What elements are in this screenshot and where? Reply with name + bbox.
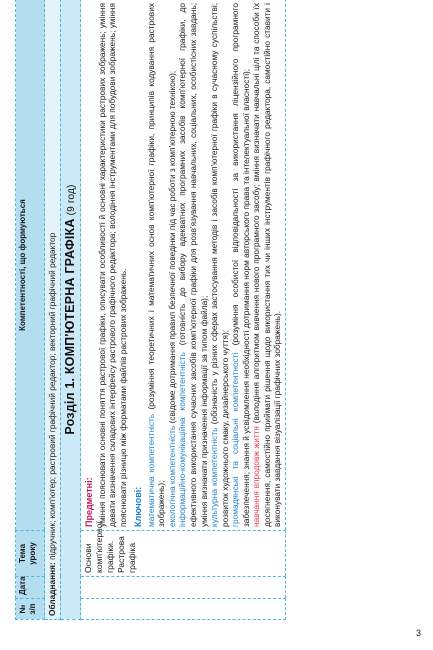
lesson-row — [81, 0, 285, 620]
equipment-row — [45, 0, 61, 620]
key-competence-name: математична компетентність — [145, 413, 156, 527]
lesson-topic-cell: Основи комп'ютерної графіки. Растрова графіка — [81, 531, 285, 577]
key-competence-name: культурна компетентність — [209, 427, 220, 527]
equipment-cell — [45, 0, 61, 620]
key-competence-item — [209, 3, 230, 527]
key-competence-description: (володіння алгоритмом вивчення нового програмного засобу; вміння визначати навчальні цілі та способи їх досягнення, самостійно приймати рішення щодо використання тих чи інших інструментів графічного редактора, самостійно ставити і виконувати завдання візуалізації графічних зображень). — [251, 2, 283, 527]
lesson-number-cell — [81, 599, 285, 620]
key-competence-description: (свідоме дотримання правил безпечної поведінки під час роботи з комп'ютерною технікою); — [166, 70, 177, 426]
key-competence-item — [146, 3, 167, 527]
key-competence-name: інформаційно-комунікаційна компетентність — [177, 352, 188, 527]
lesson-date-cell — [81, 577, 285, 599]
header-row — [16, 0, 45, 620]
rotated-page — [15, 0, 420, 620]
key-competence-item — [230, 3, 251, 527]
key-competences-heading: Ключові: — [133, 486, 144, 527]
section-title-cell — [60, 0, 81, 620]
page-number: 3 — [416, 628, 422, 638]
key-competence-item — [177, 3, 209, 527]
lesson-plan-table — [15, 0, 286, 620]
header-topic: Тема уроку — [16, 531, 45, 577]
header-number: № з/п — [16, 599, 45, 620]
key-competence-name: навчання впродовж життя — [251, 426, 262, 527]
key-competence-description: (розуміння особистої відповідальності за використання ліцензійного програмного забезпечення; знання й усвідомлення необхідності дотримання норм авторського права та інтелектуальної власності); — [230, 3, 251, 527]
key-competence-description: (обізнаність у різних сферах застосування методів і засобів комп'ютерної графіки в сучасному суспільстві; розвиток художнього смаку, дизайнерського чуття); — [209, 3, 230, 527]
key-competences-list — [146, 3, 283, 527]
header-competences: Компетентності, що формуються — [16, 0, 45, 531]
key-competence-name: екологічна компетентність — [166, 425, 177, 527]
key-competence-name: громадянські та соціальні компетентності — [230, 352, 241, 527]
header-date: Дата — [16, 577, 45, 599]
key-competence-description: (готовність до вибору адекватних програмних засобів комп'ютерної графіки, до ефективного використання сучасних засобів комп'ютерної графіки для розв'язування навчальних, соціальних, особистісних завдань; уміння визначати призначення інформації за типом файла); — [177, 3, 209, 527]
key-competence-item — [251, 3, 283, 527]
section-hours: (9 год) — [65, 184, 77, 219]
equipment-label: Обладнання: — [47, 562, 57, 616]
section-title: Розділ 1. КОМП'ЮТЕРНА ГРАФІКА — [62, 218, 77, 435]
key-competence-description: (розуміння теоретичних і математичних основ комп'ютерної графіки, принципів кодування растрових зображень); — [145, 3, 167, 527]
equipment-text: підручник; комп'ютер; растровий графічний редактор; векторний графічний редактор — [47, 232, 57, 563]
section-row — [60, 0, 81, 620]
competences-cell — [81, 0, 285, 531]
subject-competences-heading: Предметні: — [84, 477, 95, 527]
key-competence-item — [167, 3, 178, 527]
subject-competences-text: уміння пояснювати основні поняття растрової графіки, описувати особливості й основні характеристики растрових зображень; уміння давати визначення складових інтерфейсу растрового графічного редактора; володіння інструментами для побудови зображень; уміння пояснювати різницю між форматами файлів растрових зображень. — [96, 3, 128, 527]
